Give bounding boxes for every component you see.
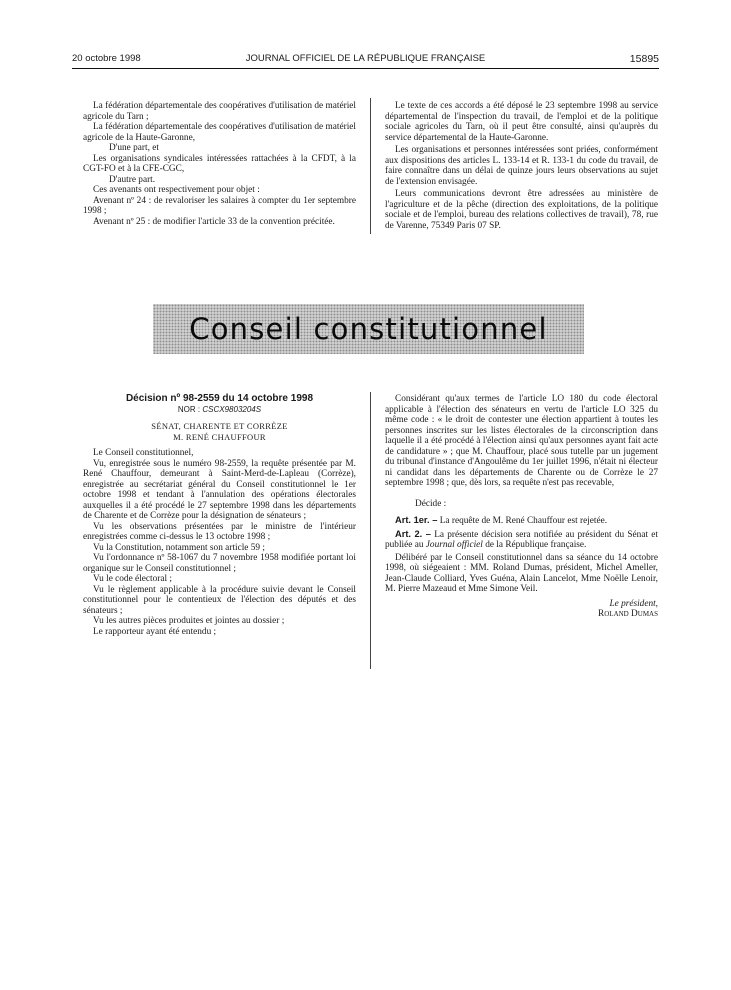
paragraph: Le Conseil constitutionnel, bbox=[93, 448, 194, 458]
header-page-number: 15895 bbox=[629, 53, 659, 65]
article-1-label: Art. 1er. – bbox=[395, 515, 438, 525]
nor-label: NOR : bbox=[177, 404, 201, 414]
header-rule bbox=[72, 68, 659, 69]
paragraph: Vu, enregistrée sous le numéro 98-2559, la requête présentée par M. René Chauffour, demeurant à Saint-Merd-de-Lapleau (Corrèze), enregistrée au secrétariat général du Conseil constitutionnel le 1er octobre 1998 et tendant à l'annulation des opérations électorales auxquelles il a été procédé le 27 septembre 1998 dans les départements de Charente et de Corrèze pour la désignation de sénateurs ; bbox=[83, 458, 356, 521]
column-divider bbox=[370, 392, 371, 669]
article-2-text-a: La présente décision sera notifiée au président du Sénat et publiée au bbox=[385, 529, 658, 550]
section-banner bbox=[153, 304, 584, 354]
paragraph: Avenant nº 25 : de modifier l'article 33 de la convention précitée. bbox=[93, 216, 335, 227]
paragraph: Vu le code électoral ; bbox=[93, 574, 172, 584]
signature-name: Roland Dumas bbox=[598, 609, 658, 619]
article-2-label: Art. 2. – bbox=[395, 528, 431, 539]
decision-left-column bbox=[83, 394, 356, 637]
deliberation-paragraph: Délibéré par le Conseil constitutionnel dans sa séance du 14 octobre 1998, où siégeaient : MM. Roland Dumas, président, Michel Ameller, Jean-Claude Colliard, Yves Guéna, Alain Lancelot, Mme Noëlle Lenoir, M. Pierre Mazeaud et Mme Simone Veil. bbox=[385, 552, 658, 594]
paragraph: D'autre part. bbox=[109, 174, 156, 185]
paragraph: Vu les autres pièces produites et jointes au dossier ; bbox=[93, 616, 285, 626]
paragraph: Vu l'ordonnance nº 58-1067 du 7 novembre 1958 modifiée portant loi organique sur le Conseil constitutionnel ; bbox=[83, 553, 356, 574]
paragraph: Avenant nº 24 : de revaloriser les salaires à compter du 1er septembre 1998 ; bbox=[83, 195, 356, 216]
signature-role: Le président, bbox=[609, 598, 658, 609]
nor-reference bbox=[83, 405, 356, 416]
paragraph: Vu le règlement applicable à la procédure suivie devant le Conseil constitutionnel pour le contentieux de l'élection des députés et des sénateurs ; bbox=[83, 584, 356, 616]
paragraph: La fédération départementale des coopératives d'utilisation de matériel agricole du Tarn ; bbox=[83, 101, 356, 122]
decide-heading: Décide : bbox=[415, 498, 447, 509]
paragraph: Les organisations syndicales intéressées rattachées à la CFDT, à la CGT-FO et à la CFE-CGC, bbox=[83, 153, 356, 174]
decision-title: Décision nº 98-2559 du 14 octobre 1998 bbox=[125, 393, 314, 404]
article-2-text-b: de la République française. bbox=[485, 540, 587, 550]
paragraph: Ces avenants ont respectivement pour objet : bbox=[93, 185, 260, 195]
article-2 bbox=[385, 529, 658, 551]
article-1 bbox=[385, 515, 658, 527]
paragraph: Leurs communications devront être adressées au ministère de l'agriculture et de la pêche (direction des exploitations, de la politique sociale et de l'emploi, bureau des relations collectives de travail), 78, rue de Varenne, 75349 Paris 07 SP. bbox=[385, 189, 658, 231]
paragraph: Le texte de ces accords a été déposé le 23 septembre 1998 au service départemental de l'inspection du travail, de l'emploi et de la politique sociale agricoles du Tarn, où il peut être consulté, ainsi qu'auprès du service départemental de la Haute-Garonne. bbox=[385, 101, 658, 143]
paragraph: Considérant qu'aux termes de l'article LO 180 du code électoral applicable à l'élection des sénateurs en vertu de l'article LO 325 du même code : « le droit de contester une élection appartient à toutes les personnes inscrites sur les listes électorales de la circonscription dans laquelle il a été procédé à l'élection ainsi qu'aux personnes ayant fait acte de candidature » ; que M. Chauffour, placé sous tutelle par un jugement du tribunal d'instance d'Angoulême du 1er juillet 1996, n'était ni électeur ni candidat dans les départements de Charente ou de Corrèze le 27 septembre 1998 ; que, dès lors, sa requête n'est pas recevable, bbox=[385, 394, 658, 488]
article-2-journal: Journal officiel bbox=[425, 540, 483, 550]
decision-subject: SÉNAT, CHARENTE ET CORRÈZE bbox=[151, 421, 288, 431]
paragraph: Le rapporteur ayant été entendu ; bbox=[93, 626, 217, 637]
nor-code: CSCX9803204S bbox=[202, 404, 262, 414]
page-header bbox=[72, 53, 659, 69]
top-right-column bbox=[385, 101, 658, 231]
top-left-column bbox=[83, 101, 356, 227]
paragraph: Les organisations et personnes intéressées sont priées, conformément aux dispositions des articles L. 133-14 et R. 133-1 du code du travail, de faire connaître dans un délai de quinze jours leurs observations au sujet de l'extension envisagée. bbox=[385, 145, 658, 187]
header-date: 20 octobre 1998 bbox=[72, 53, 141, 64]
paragraph: Vu la Constitution, notamment son article 59 ; bbox=[93, 542, 265, 553]
paragraph: La fédération départementale des coopératives d'utilisation de matériel agricole de la Haute-Garonne, bbox=[83, 122, 356, 143]
decision-right-column bbox=[385, 394, 658, 620]
paragraph: D'une part, et bbox=[109, 143, 159, 153]
header-journal-title: JOURNAL OFFICIEL DE LA RÉPUBLIQUE FRANÇAISE bbox=[245, 53, 486, 64]
column-divider bbox=[370, 98, 371, 234]
article-1-text: La requête de M. René Chauffour est rejetée. bbox=[439, 516, 608, 526]
paragraph: Vu les observations présentées par le ministre de l'intérieur enregistrées comme ci-dessus le 13 octobre 1998 ; bbox=[83, 521, 356, 542]
section-title: Conseil constitutionnel bbox=[189, 312, 548, 346]
decision-petitioner: M. RENÉ CHAUFFOUR bbox=[173, 431, 266, 442]
